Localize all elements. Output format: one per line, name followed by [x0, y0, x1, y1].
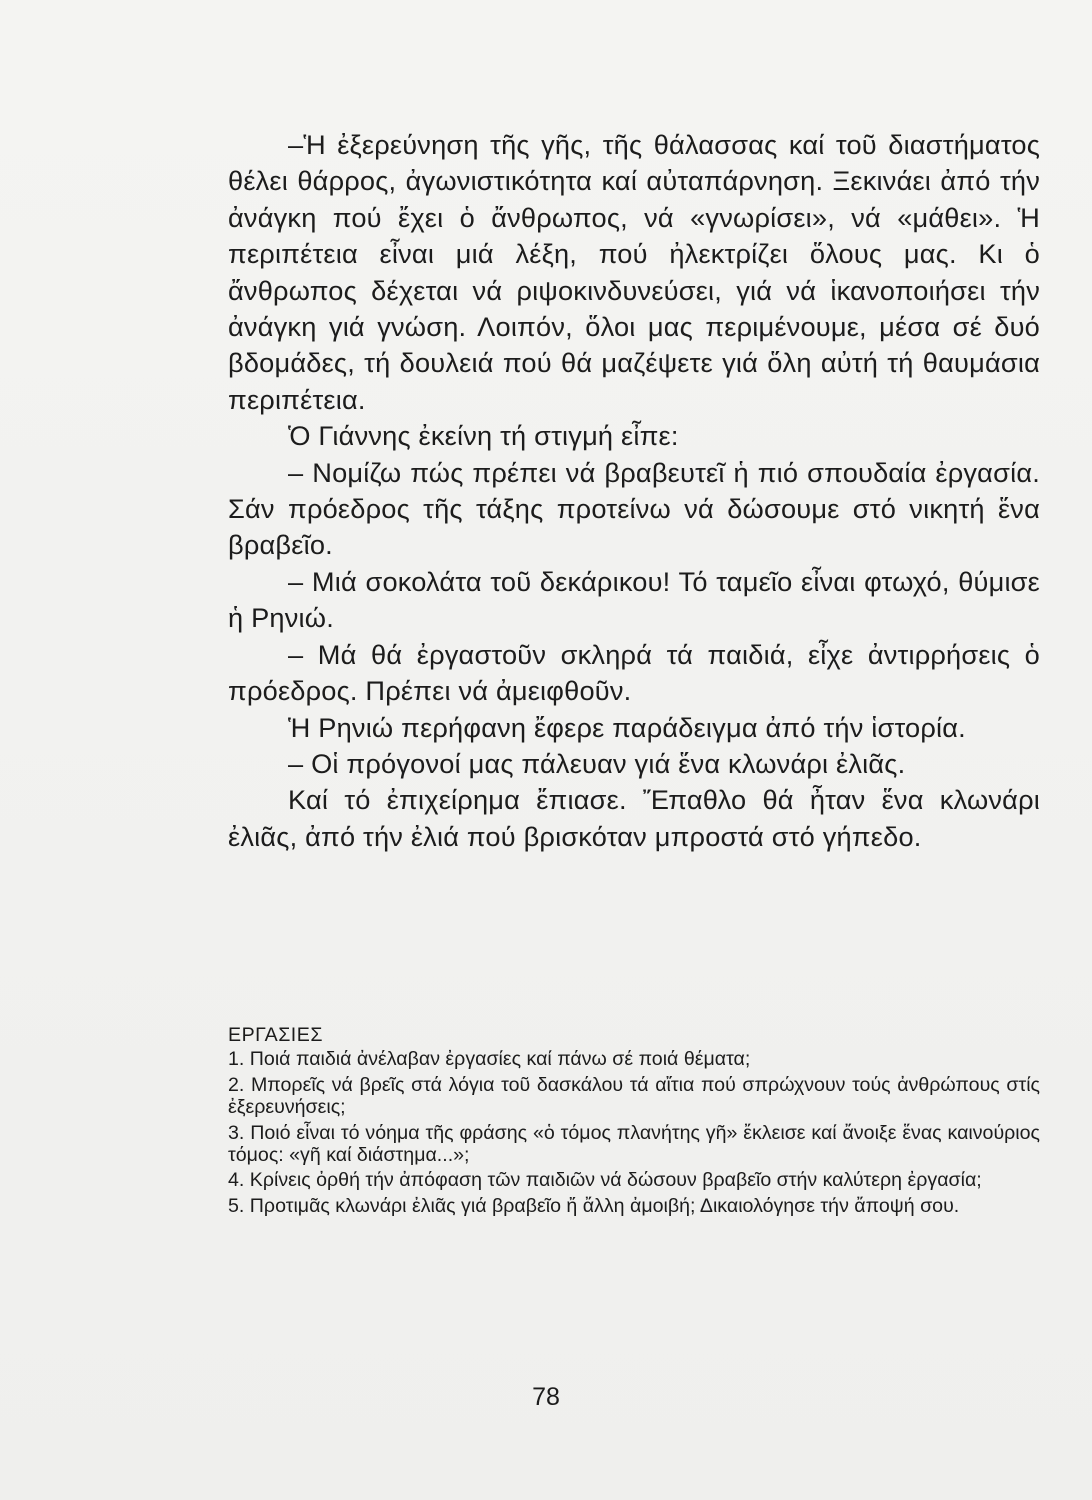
paragraph: Καί τό ἐπιχείρημα ἔπιασε. Ἔπαθλο θά ἦταν ἕνα κλωνάρι ἐλιᾶς, ἀπό τήν ἐλιά πού βρισκόταν μπροστά στό γήπεδο.: [228, 784, 1040, 852]
story-text: [228, 127, 1040, 855]
paragraph: – Μά θά ἐργαστοῦν σκληρά τά παιδιά, εἶχε ἀντιρρήσεις ὁ πρόεδρος. Πρέπει νά ἀμειφθοῦν.: [228, 638, 1040, 707]
page-number: 78: [532, 1383, 560, 1411]
paragraph: – Νομίζω πώς πρέπει νά βραβευτεῖ ἡ πιό σπουδαία ἐργασία. Σάν πρόεδρος τῆς τάξης προτείνω νά δώσουμε στό νικητή ἕνα βραβεῖο.: [228, 456, 1040, 561]
exercise-item: 5. Προτιμᾶς κλωνάρι ἐλιᾶς γιά βραβεῖο ἤ ἄλλη ἀμοιβή; Δικαιολόγησε τήν ἄποψή σου.: [228, 1194, 960, 1217]
exercises-list: [228, 1048, 1040, 1217]
exercises-section: [228, 1024, 1040, 1220]
exercise-item: 1. Ποιά παιδιά ἀνέλαβαν ἐργασίες καί πάνω σέ ποιά θέματα;: [228, 1048, 751, 1071]
exercises-heading: ΕΡΓΑΣΙΕΣ: [228, 1024, 323, 1046]
paragraph: – Οἱ πρόγονοί μας πάλευαν γιά ἕνα κλωνάρι ἐλιᾶς.: [288, 747, 906, 779]
exercise-item: 3. Ποιό εἶναι τό νόημα τῆς φράσης «ὁ τόμος πλανήτης γῆ» ἔκλεισε καί ἄνοιξε ἕνας καινούριος τόμος: «γῆ καί διάστημα...»;: [228, 1121, 1040, 1167]
exercise-item: 2. Μπορεῖς νά βρεῖς στά λόγια τοῦ δασκάλου τά αἴτια πού σπρώχνουν τούς ἀνθρώπους στίς ἐξερευνήσεις;: [228, 1073, 1040, 1119]
paragraph: – Μιά σοκολάτα τοῦ δεκάρικου! Τό ταμεῖο εἶναι φτωχό, θύμισε ἡ Ρηνιώ.: [228, 565, 1040, 634]
paragraph: –Ἡ ἐξερεύνηση τῆς γῆς, τῆς θάλασσας καί τοῦ διαστήματος θέλει θάρρος, ἀγωνιστικότητα καί αὐταπάρνηση. Ξεκινάει ἀπό τήν ἀνάγκη πού ἔχει ὁ ἄνθρωπος, νά «γνωρίσει», νά «μάθει». Ἡ περιπέτεια εἶναι μιά λέξη, πού ἠλεκτρίζει ὅλους μας. Κι ὁ ἄνθρωπος δέχεται νά ριψοκινδυνεύσει, γιά νά ἱκανοποιήσει τήν ἀνάγκη γιά γνώση. Λοιπόν, ὅλοι μας περιμένουμε, μέσα σέ δυό βδομάδες, τή δουλειά πού θά μαζέψετε γιά ὅλη αὐτή τή θαυμάσια περιπέτεια.: [228, 129, 1040, 415]
exercise-item: 4. Κρίνεις ὀρθή τήν ἀπόφαση τῶν παιδιῶν νά δώσουν βραβεῖο στήν καλύτερη ἐργασία;: [228, 1169, 982, 1192]
paragraph: Ὁ Γιάννης ἐκείνη τή στιγμή εἶπε:: [288, 420, 679, 452]
paragraph: Ἡ Ρηνιώ περήφανη ἔφερε παράδειγμα ἀπό τήν ἱστορία.: [288, 711, 966, 743]
